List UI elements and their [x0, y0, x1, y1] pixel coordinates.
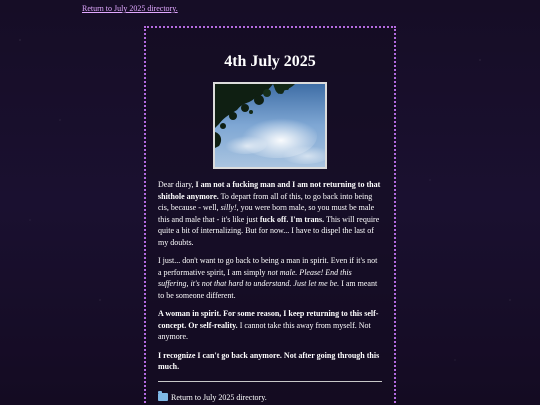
text-run: , you were born male, so you must be male this and male that - it's like just [158, 203, 375, 224]
paragraph-1 [158, 179, 382, 248]
text-run: not male. Please! End this suffering, it's not that hard to understand. Just let me be. [158, 267, 352, 288]
paragraph-2 [158, 255, 382, 301]
back-to-directory-link[interactable]: Return to July 2025 directory. [82, 4, 178, 13]
text-run: fuck off. I'm trans. [259, 214, 325, 224]
text-run: A woman in spirit. For some reason, I keep returning to this self-concept. Or self-reality. [158, 309, 379, 330]
paragraph-3 [158, 308, 382, 343]
footer-directory-link[interactable] [158, 392, 382, 403]
diary-entry [158, 179, 382, 403]
sky-tree-photo [213, 82, 327, 169]
diary-panel [144, 26, 396, 405]
paragraph-4 [158, 350, 382, 373]
divider [158, 381, 382, 382]
text-run: Dear diary, [158, 180, 196, 189]
text-run: I cannot take this away from myself. Not anymore. [158, 320, 371, 341]
folder-icon [158, 393, 168, 401]
text-run: I am meant to be someone different. [158, 279, 378, 300]
text-run: I just... don't want to go back to being a man in spirit. Even if it's not a performative spirit, I am simply [158, 256, 378, 277]
text-run: I am not a fucking man and I am not returning to that shithole anymore. [158, 180, 381, 201]
text-run: silly! [220, 203, 237, 212]
text-run: This will require quite a bit of internalizing. But for now... I have to dispel the last of my doubts. [158, 214, 380, 247]
page-title: 4th July 2025 [224, 53, 316, 70]
text-run: I recognize I can't go back anymore. Not after going through this much. [158, 350, 380, 371]
text-run: To depart from all of this, to go back into being cis, because - well, [158, 191, 373, 212]
footer-link-label[interactable]: Return to July 2025 directory. [171, 392, 267, 402]
